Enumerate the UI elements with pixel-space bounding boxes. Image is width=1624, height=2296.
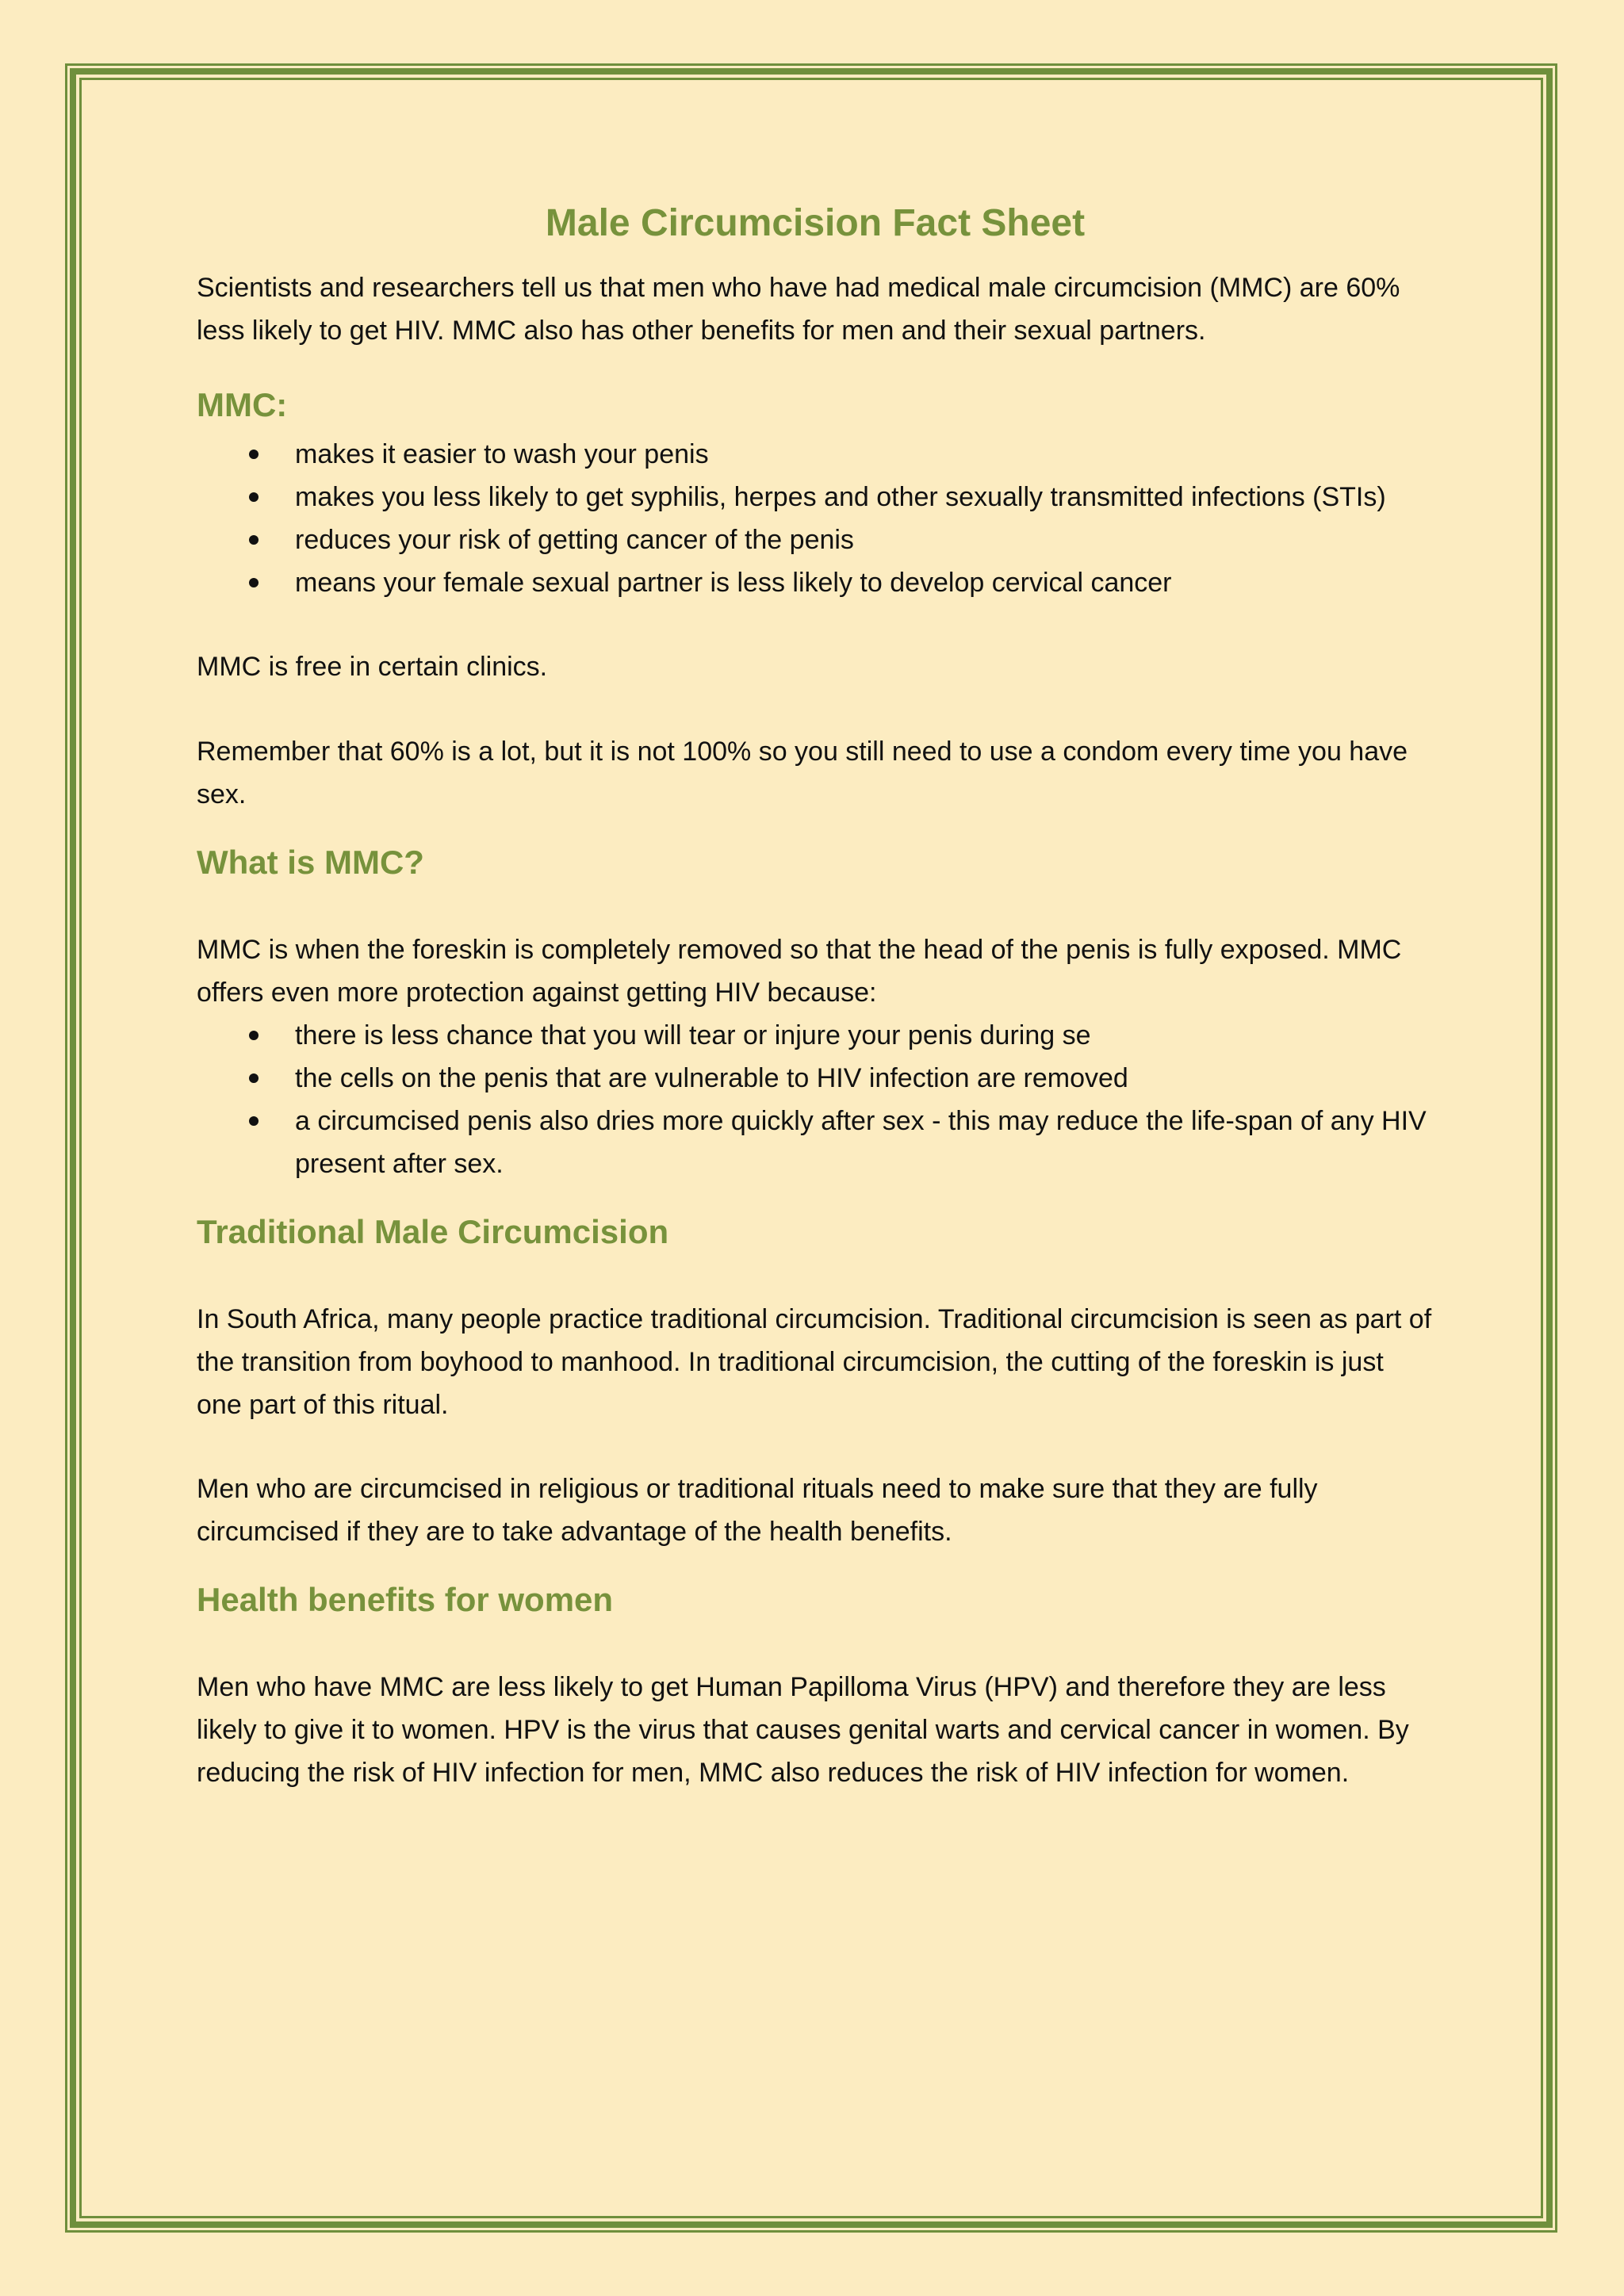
intro-paragraph: Scientists and researchers tell us that men who have had medical male circumcision (MMC) are 60% less likely to get HIV. MMC also has other benefits for men and their sexual partners.	[197, 273, 1400, 346]
free-clinics-note: MMC is free in certain clinics.	[197, 652, 548, 682]
list-item	[197, 433, 1434, 476]
condom-reminder: Remember that 60% is a lot, but it is not 100% so you still need to use a condom every time you have sex.	[197, 737, 1408, 809]
page-title: Male Circumcision Fact Sheet	[545, 202, 1086, 244]
traditional-paragraph-1: In South Africa, many people practice traditional circumcision. Traditional circumcision is seen as part of the transition from boyhood to manhood. In traditional circumcision, the cutting of the foreskin is just one part of this ritual.	[197, 1304, 1432, 1420]
list-item-text: the cells on the penis that are vulnerable to HIV infection are removed	[295, 1063, 1128, 1093]
what-is-mmc-paragraph: MMC is when the foreskin is completely removed so that the head of the penis is fully exposed. MMC offers even more protection against getting HIV because:	[197, 935, 1402, 1008]
list-item	[197, 1057, 1434, 1100]
list-item-text: means your female sexual partner is less likely to develop cervical cancer	[295, 568, 1172, 598]
bullet-icon	[249, 1073, 259, 1083]
list-item-text: makes it easier to wash your penis	[295, 439, 709, 469]
women-benefits-heading: Health benefits for women	[197, 1581, 614, 1618]
list-item	[197, 1100, 1434, 1185]
list-item-text: there is less chance that you will tear or injure your penis during se	[295, 1020, 1091, 1050]
list-item-text: a circumcised penis also dries more quickly after sex - this may reduce the life-span of any HIV present after sex.	[295, 1106, 1427, 1179]
traditional-paragraph-2: Men who are circumcised in religious or traditional rituals need to make sure that they are fully circumcised if they are to take advantage of the health benefits.	[197, 1474, 1318, 1547]
mmc-heading: MMC:	[197, 386, 288, 423]
bullet-icon	[249, 578, 259, 587]
list-item-text: reduces your risk of getting cancer of the penis	[295, 525, 854, 555]
list-item	[197, 476, 1434, 519]
women-benefits-paragraph: Men who have MMC are less likely to get Human Papilloma Virus (HPV) and therefore they are less likely to give it to women. HPV is the virus that causes genital warts and cervical cancer in women. By reducing the risk of HIV infection for men, MMC also reduces the risk of HIV infection for women.	[197, 1672, 1409, 1788]
hiv-protection-list	[197, 1014, 1434, 1185]
bullet-icon	[249, 535, 259, 545]
mmc-benefits-list	[197, 433, 1434, 604]
fact-sheet-content	[197, 190, 1434, 1794]
bullet-icon	[249, 492, 259, 502]
list-item	[197, 1014, 1434, 1057]
bullet-icon	[249, 1031, 259, 1040]
list-item	[197, 519, 1434, 561]
bullet-icon	[249, 1116, 259, 1126]
traditional-circumcision-heading: Traditional Male Circumcision	[197, 1213, 669, 1250]
what-is-mmc-heading: What is MMC?	[197, 844, 424, 881]
list-item-text: makes you less likely to get syphilis, herpes and other sexually transmitted infections (STIs)	[295, 482, 1386, 512]
bullet-icon	[249, 450, 259, 459]
list-item	[197, 561, 1434, 604]
